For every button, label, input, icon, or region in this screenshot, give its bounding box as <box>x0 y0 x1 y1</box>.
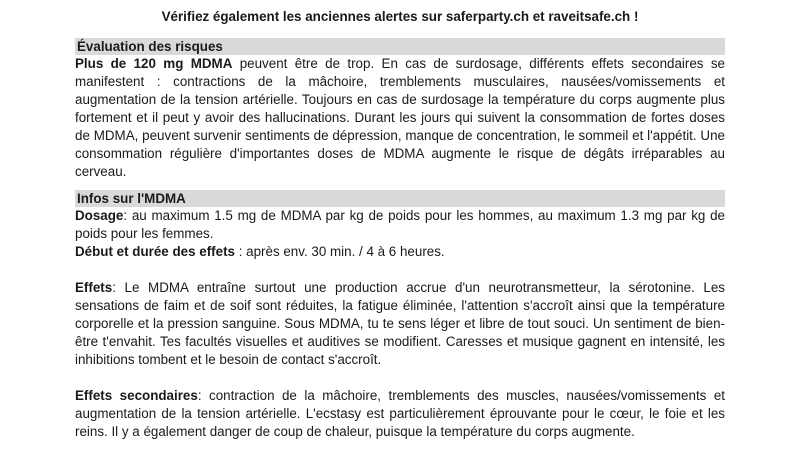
info-section-header: Infos sur l'MDMA <box>75 190 725 207</box>
dosage-paragraph <box>75 207 725 243</box>
onset-paragraph <box>75 243 725 261</box>
effects-text: : Le MDMA entraîne surtout une production accrue d'un neurotransmetteur, la sérotonine. Les sensations de faim et de soif sont réduites, la fatigue éliminée, l'attention s'accroît ainsi que la température corporelle et la pression sanguine. Sous MDMA, tu te sens léger et libre de tout souci. Un sentiment de bien-être t'envahit. Tes facultés visuelles et auditives se modifient. Caresses et musique gagnent en intensité, les inhibitions tombent et le besoin de contact s'accroît. <box>75 280 725 367</box>
risk-paragraph <box>75 55 725 181</box>
risk-section-header: Évaluation des risques <box>75 38 725 55</box>
side-effects-text: : contraction de la mâchoire, tremblements des muscles, nausées/vomissements et augmentation de la tension artérielle. L'ecstasy est particulièrement éprouvante pour le cœur, le foie et les reins. Il y a également danger de coup de chaleur, puisque la température du corps augmente. <box>75 388 725 439</box>
risk-lead: Plus de 120 mg MDMA <box>75 56 233 71</box>
content-column <box>75 38 725 441</box>
side-effects-label: Effets secondaires <box>75 388 198 403</box>
effects-label: Effets <box>75 280 113 295</box>
alert-note: Vérifiez également les anciennes alertes sur saferparty.ch et raveitsafe.ch ! <box>161 9 639 24</box>
onset-text: : après env. 30 min. / 4 à 6 heures. <box>234 244 445 259</box>
side-effects-paragraph <box>75 387 725 441</box>
dosage-label: Dosage <box>75 208 124 223</box>
dosage-text: : au maximum 1.5 mg de MDMA par kg de poids pour les hommes, au maximum 1.3 mg par kg de poids pour les femmes. <box>75 208 725 241</box>
risk-text: peuvent être de trop. En cas de surdosage, différents effets secondaires se manifestent : contractions de la mâchoire, tremblements musculaires, nausées/vomissements et augmentation de la tension artérielle. Toujours en cas de surdosage la température du corps augmente plus fortement et il peut y avoir des hallucinations. Durant les jours qui suivent la consommation de fortes doses de MDMA, peuvent survenir sentiments de dépression, manque de concentration, le sommeil et l'appétit. Une consommation régulière d'importantes doses de MDMA augmente le risque de dégâts irréparables au cerveau. <box>75 56 725 179</box>
onset-label: Début et durée des effets <box>75 244 235 259</box>
effects-paragraph <box>75 279 725 369</box>
